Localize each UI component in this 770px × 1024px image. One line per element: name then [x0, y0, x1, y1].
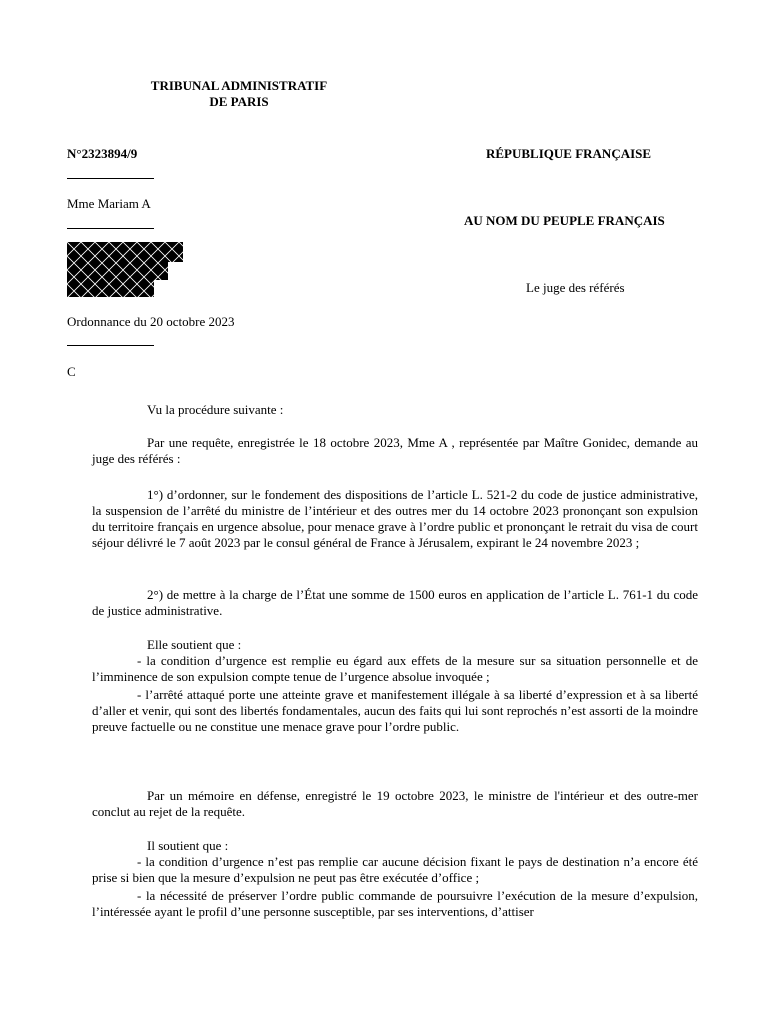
paragraph-claim-2: 2°) de mettre à la charge de l’État une somme de 1500 euros en application de l’article L. 761-1 du code de justice administrative. [92, 587, 698, 618]
paragraph-liberty: - l’arrêté attaqué porte une atteinte grave et manifestement illégale à sa liberté d’expression et à sa liberté d’aller et venir, qui sont des libertés fondamentales, aucun des faits qui lui sont reprochés n’est assorti de la moindre preuve factuelle ou ne constitue une menace grave pour l’ordre public. [92, 687, 698, 734]
redaction-block [67, 242, 183, 297]
court-line-1: TRIBUNAL ADMINISTRATIF [150, 78, 328, 93]
paragraph-procedure: Vu la procédure suivante : [147, 402, 284, 417]
paragraph-request: Par une requête, enregistrée le 18 octobre 2023, Mme A , représentée par Maître Gonidec, demande au juge des référés : [92, 435, 698, 466]
people-heading: AU NOM DU PEUPLE FRANÇAIS [464, 213, 665, 228]
case-number: N°2323894/9 [67, 146, 138, 161]
paragraph-no-urgency: - la condition d’urgence n’est pas remplie car aucune décision fixant le pays de destination n’a encore été prise si bien que la mesure d’expulsion ne peut pas être exécutée d’office ; [92, 854, 698, 885]
divider-rule [67, 178, 154, 179]
paragraph-public-order: - la nécessité de préserver l’ordre public commande de poursuivre l’exécution de la mesure d’expulsion, l’intéressée ayant le profil d’une personne susceptible, par ses interventions, d’attiser [92, 888, 698, 919]
paragraph-claim-1: 1°) d’ordonner, sur le fondement des dispositions de l’article L. 521-2 du code de justice administrative, la suspension de l’arrêté du ministre de l’intérieur et des outres mer du 14 octobre 2023 prononçant son expulsion du territoire français en urgence absolue, pour menace grave à l’ordre public et prononçant le retrait du visa de court séjour délivré le 7 août 2023 par le consul général de France à Jérusalem, expirant le 24 novembre 2023 ; [92, 487, 698, 550]
classification-code: C [67, 364, 76, 379]
order-date: Ordonnance du 20 octobre 2023 [67, 314, 235, 329]
republic-heading: RÉPUBLIQUE FRANÇAISE [486, 146, 652, 161]
divider-rule [67, 228, 154, 229]
paragraph-urgency: - la condition d’urgence est remplie eu égard aux effets de la mesure sur sa situation personnelle et de l’imminence de son expulsion compte tenue de l’urgence absolue invoquée ; [92, 653, 698, 684]
party-name: Mme Mariam A [67, 196, 151, 211]
divider-rule [67, 345, 154, 346]
court-line-2: DE PARIS [209, 94, 269, 109]
court-name [0, 78, 478, 110]
judge-heading: Le juge des référés [526, 280, 625, 295]
paragraph-minister-argues: Il soutient que : [147, 838, 229, 853]
paragraph-argues: Elle soutient que : [147, 637, 242, 652]
paragraph-defense: Par un mémoire en défense, enregistré le 19 octobre 2023, le ministre de l'intérieur et des outre-mer conclut au rejet de la requête. [92, 788, 698, 819]
